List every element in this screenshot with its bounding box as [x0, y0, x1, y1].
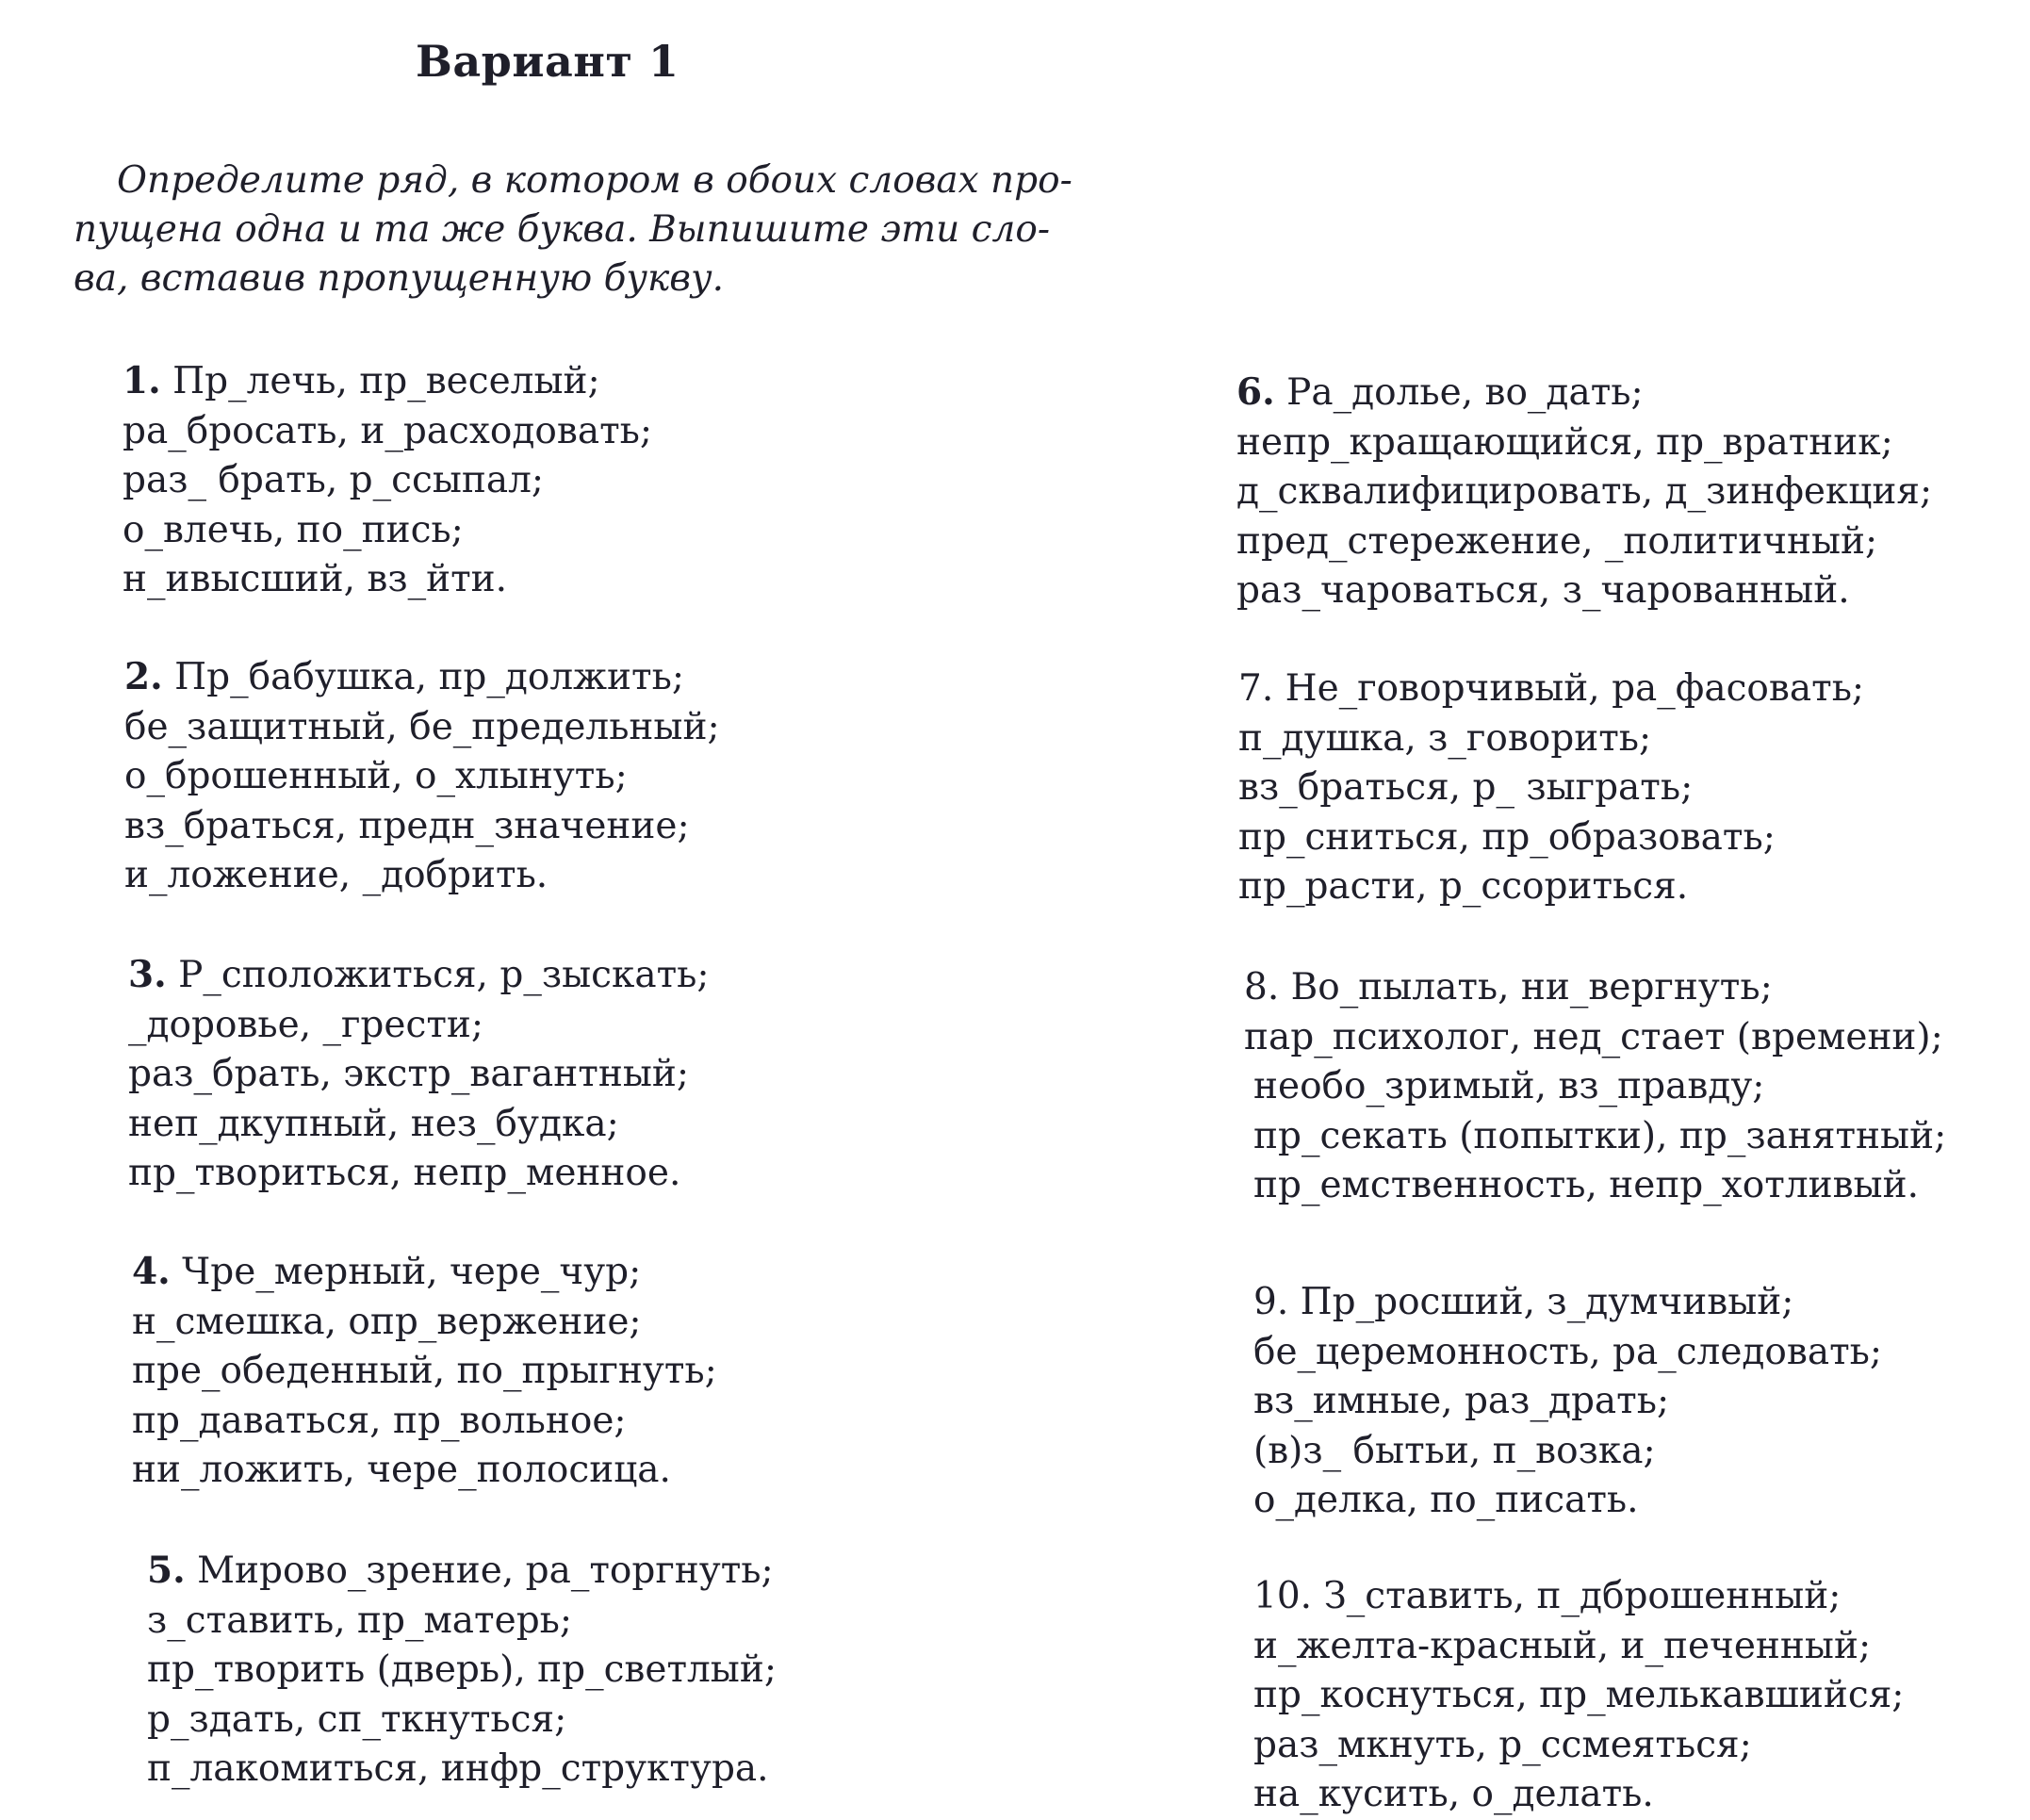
exercise-9	[1253, 1278, 1882, 1526]
exercise-number: 9.	[1253, 1281, 1289, 1323]
exercise-line: вз_браться, р_ зыграть;	[1238, 766, 1694, 809]
exercise-number: 10.	[1253, 1575, 1313, 1617]
exercise-line	[1238, 664, 1864, 714]
exercise-line: неп_дкупный, нез_будка;	[128, 1102, 619, 1145]
exercise-line: раз_чароваться, з_чарованный.	[1236, 569, 1850, 612]
exercise-line: ни_ложить, чере_полосица.	[132, 1449, 671, 1491]
exercise-line-text: Не_говорчивый, ра_фасовать;	[1285, 667, 1865, 710]
exercise-line-text: Пр_росший, з_думчивый;	[1300, 1281, 1794, 1323]
exercise-line-text: Ра_долье, во_дать;	[1286, 371, 1644, 414]
exercise-line: пр_творить (дверь), пр_светлый;	[147, 1648, 777, 1691]
exercise-line: вз_браться, предн_значение;	[124, 804, 690, 847]
exercise-line-text: Пр_бабушка, пр_должить;	[174, 656, 684, 698]
exercise-line: пар_психолог, нед_стает (времени);	[1244, 1015, 1943, 1058]
exercise-line: бе_защитный, бе_предельный;	[124, 705, 720, 748]
exercise-line: пр_даваться, пр_вольное;	[132, 1399, 627, 1442]
exercise-line: пр_коснуться, пр_мелькавшийся;	[1253, 1674, 1905, 1716]
exercise-4	[132, 1247, 717, 1496]
exercise-6	[1236, 368, 1932, 616]
exercise-line: (в)з_ бытьи, п_возка;	[1253, 1429, 1656, 1472]
exercise-line	[132, 1247, 717, 1298]
exercise-line: п_лакомиться, инфр_структура.	[147, 1747, 769, 1790]
exercise-7	[1238, 664, 1864, 912]
exercise-line	[1253, 1278, 1882, 1328]
exercise-number: 4.	[132, 1250, 171, 1293]
exercise-line: о_делка, по_писать.	[1253, 1479, 1639, 1521]
exercise-line: д_сквалифицировать, д_зинфекция;	[1236, 470, 1933, 513]
exercise-line: р_здать, сп_ткнуться;	[147, 1697, 567, 1741]
exercise-line: пр_твориться, непр_менное.	[128, 1152, 681, 1194]
exercise-line: ра_бросать, и_расходовать;	[123, 409, 653, 452]
exercise-line: н_ивысший, вз_йти.	[123, 558, 508, 600]
instruction-line: Определите ряд, в котором в обоих словах про-	[117, 159, 1072, 202]
exercise-line: н_смешка, опр_вержение;	[132, 1300, 642, 1343]
exercise-number: 6.	[1236, 370, 1275, 414]
exercise-number: 7.	[1238, 667, 1274, 710]
exercise-line: пр_сниться, пр_образовать;	[1238, 815, 1776, 859]
page-title: Вариант 1	[416, 36, 679, 87]
exercise-line: пред_стережение, _политичный;	[1236, 519, 1878, 563]
exercise-line: п_душка, з_говорить;	[1238, 716, 1652, 760]
exercise-line: непр_кращающийся, пр_вратник;	[1236, 420, 1893, 464]
exercise-line-text: Во_пылать, ни_вергнуть;	[1290, 966, 1773, 1008]
exercise-line	[147, 1546, 777, 1597]
exercise-line-text: Мирово_зрение, ра_торгнуть;	[197, 1549, 774, 1592]
instruction-line: пущена одна и та же буква. Выпишите эти сло-	[74, 208, 1050, 251]
exercise-2	[124, 652, 720, 901]
exercise-number: 3.	[128, 953, 167, 996]
exercise-line: и_желта-красный, и_печенный;	[1253, 1624, 1872, 1667]
exercise-number: 5.	[147, 1549, 186, 1592]
exercise-line: на_кусить, о_делать.	[1253, 1773, 1654, 1815]
exercise-8	[1244, 963, 1946, 1211]
exercise-line-text: Р_сположиться, р_зыскать;	[178, 954, 710, 996]
exercise-line: бе_церемонность, ра_следовать;	[1253, 1330, 1883, 1373]
exercise-line: о_брошенный, о_хлынуть;	[124, 755, 628, 797]
exercise-3	[128, 950, 710, 1199]
exercise-line: пре_обеденный, по_прыгнуть;	[132, 1350, 717, 1392]
exercise-line-text: З_ставить, п_дброшенный;	[1323, 1575, 1842, 1617]
instruction-line: ва, вставив пропущенную букву.	[74, 257, 725, 300]
exercise-line-text: Чре_мерный, чере_чур;	[182, 1251, 642, 1293]
exercise-line: раз_мкнуть, р_ссмеяться;	[1253, 1723, 1752, 1766]
exercise-number: 1.	[123, 359, 161, 402]
exercise-line: раз_брать, экстр_вагантный;	[128, 1053, 690, 1095]
exercise-line: з_ставить, пр_матерь;	[147, 1599, 573, 1642]
exercise-line	[1253, 1572, 1904, 1622]
exercise-line: пр_расти, р_ссориться.	[1238, 865, 1689, 908]
exercise-line	[1236, 368, 1932, 418]
exercise-5	[147, 1546, 777, 1795]
exercise-line: пр_секать (попытки), пр_занятный;	[1253, 1114, 1947, 1157]
exercise-line: вз_имные, раз_драть;	[1253, 1380, 1670, 1422]
exercise-line	[124, 652, 720, 703]
exercise-line: _доровье, _грести;	[128, 1003, 484, 1046]
exercise-10	[1253, 1572, 1904, 1820]
exercise-line: пр_емственность, непр_хотливый.	[1253, 1164, 1919, 1206]
exercise-line-text: Пр_лечь, пр_веселый;	[172, 360, 600, 402]
exercise-line: необо_зримый, вз_правду;	[1253, 1065, 1765, 1107]
exercise-line: о_влечь, по_пись;	[123, 508, 464, 551]
exercise-1	[123, 356, 652, 605]
instruction-text	[74, 156, 1072, 303]
exercise-line: и_ложение, _добрить.	[124, 854, 548, 896]
exercise-line	[128, 950, 710, 1001]
exercise-line	[1244, 963, 1946, 1013]
exercise-line: раз_ брать, р_ссыпал;	[123, 459, 545, 501]
exercise-line	[123, 356, 652, 407]
exercise-number: 8.	[1244, 966, 1280, 1008]
exercise-number: 2.	[124, 655, 163, 698]
